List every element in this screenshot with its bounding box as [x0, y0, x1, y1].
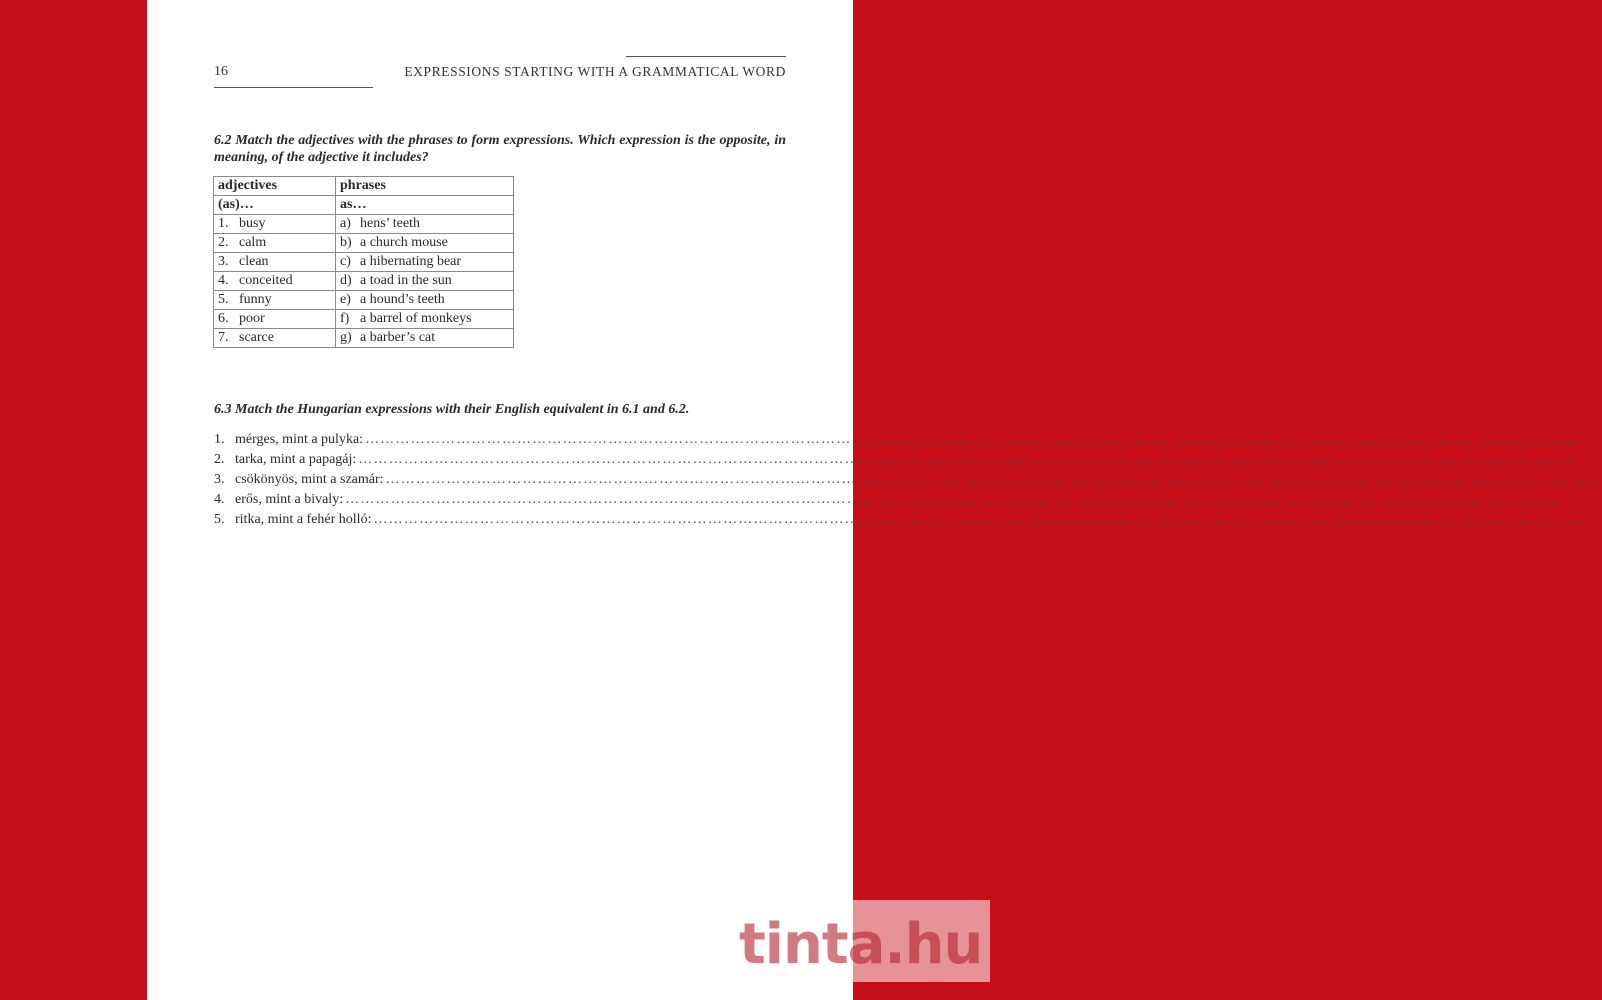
table-row — [214, 272, 514, 291]
running-title: EXPRESSIONS STARTING WITH A GRAMMATICAL WORD — [404, 64, 786, 79]
phrase-text: a church mouse — [360, 235, 448, 250]
table-subheader-row — [214, 196, 514, 215]
answer-blank[interactable]: …………………………………………………………………………………………………………………………………………………………………………………………………………………… — [358, 452, 1575, 467]
adjective-cell — [214, 253, 336, 272]
phrase-cell — [336, 234, 514, 253]
column-header-phrases: phrases — [336, 177, 514, 196]
adjective-text: busy — [239, 216, 266, 231]
phrase-cell — [336, 310, 514, 329]
answer-blank[interactable]: …………………………………………………………………………………………………………………………………………………………………………………………………………………… — [365, 432, 1582, 447]
adjective-cell — [214, 215, 336, 234]
item-number: 2. — [214, 452, 225, 467]
adjective-cell — [214, 310, 336, 329]
subheader-as-phrase: as… — [336, 196, 514, 215]
adjective-number: 2. — [218, 235, 229, 250]
phrase-text: a hound’s teeth — [360, 292, 445, 307]
phrase-letter: e) — [340, 292, 351, 307]
phrase-letter: a) — [340, 216, 351, 231]
subheader-as: (as)… — [214, 196, 336, 215]
adjective-text: funny — [239, 292, 272, 307]
hungarian-expression: mérges, mint a pulyka: — [235, 432, 364, 447]
page-number: 16 — [214, 64, 228, 79]
adjective-number: 4. — [218, 273, 229, 288]
hungarian-expression: tarka, mint a papagáj: — [235, 452, 357, 467]
hungarian-expression: csökönyös, mint a szamár: — [235, 472, 384, 487]
answer-blank[interactable]: …………………………………………………………………………………………………………………………………………………………………………………………………………………… — [385, 472, 1602, 487]
adjective-text: poor — [239, 311, 265, 326]
item-number: 4. — [214, 492, 225, 507]
list-item — [214, 430, 1582, 450]
adjective-cell — [214, 272, 336, 291]
tinta-logo: tinta.hu — [739, 912, 983, 977]
phrase-text: a barber’s cat — [360, 330, 436, 345]
adjective-text: scarce — [239, 330, 274, 345]
adjective-text: clean — [239, 254, 269, 269]
item-number: 1. — [214, 432, 225, 447]
list-item — [214, 510, 1590, 530]
adjective-text: calm — [239, 235, 267, 250]
hungarian-expression-list — [214, 430, 1602, 530]
phrase-cell — [336, 253, 514, 272]
column-header-adjectives: adjectives — [214, 177, 336, 196]
phrase-cell — [336, 272, 514, 291]
item-number: 3. — [214, 472, 225, 487]
hungarian-expression: ritka, mint a fehér holló: — [235, 512, 372, 527]
adjective-cell — [214, 329, 336, 348]
header-rule-top — [626, 56, 786, 57]
phrase-letter: c) — [340, 254, 351, 269]
answer-blank[interactable]: …………………………………………………………………………………………………………………………………………………………………………………………………………………… — [373, 512, 1590, 527]
table-row — [214, 234, 514, 253]
adjective-cell — [214, 234, 336, 253]
table-row — [214, 329, 514, 348]
header-rule-bottom — [214, 87, 373, 88]
phrase-cell — [336, 329, 514, 348]
phrase-letter: b) — [340, 235, 352, 250]
adjective-number: 5. — [218, 292, 229, 307]
table-row — [214, 310, 514, 329]
adjective-number: 6. — [218, 311, 229, 326]
hungarian-expression: erős, mint a bivaly: — [235, 492, 344, 507]
adjective-number: 7. — [218, 330, 229, 345]
list-item — [214, 450, 1575, 470]
table-header-row — [214, 177, 514, 196]
phrase-cell — [336, 215, 514, 234]
phrase-cell — [336, 291, 514, 310]
adjective-cell — [214, 291, 336, 310]
table-row — [214, 253, 514, 272]
phrase-letter: f) — [340, 311, 350, 326]
matching-table — [213, 176, 514, 348]
phrase-letter: g) — [340, 330, 352, 345]
adjective-number: 3. — [218, 254, 229, 269]
exercise-6-2-instruction: 6.2 Match the adjectives with the phrases to form expressions. Which expression is the opposite, in meaning, of the adjective it includes? — [214, 133, 786, 165]
item-number: 5. — [214, 512, 225, 527]
table-row — [214, 291, 514, 310]
list-item — [214, 470, 1602, 490]
exercise-6-3-instruction: 6.3 Match the Hungarian expressions with their English equivalent in 6.1 and 6.2. — [214, 402, 690, 417]
adjective-text: conceited — [239, 273, 293, 288]
phrase-text: a toad in the sun — [360, 273, 452, 288]
list-item — [214, 490, 1562, 510]
answer-blank[interactable]: …………………………………………………………………………………………………………………………………………………………………………………………………………………… — [345, 492, 1562, 507]
phrase-text: a hibernating bear — [360, 254, 462, 269]
table-row — [214, 215, 514, 234]
phrase-text: hens’ teeth — [360, 216, 420, 231]
phrase-letter: d) — [340, 273, 352, 288]
phrase-text: a barrel of monkeys — [360, 311, 472, 326]
adjective-number: 1. — [218, 216, 229, 231]
